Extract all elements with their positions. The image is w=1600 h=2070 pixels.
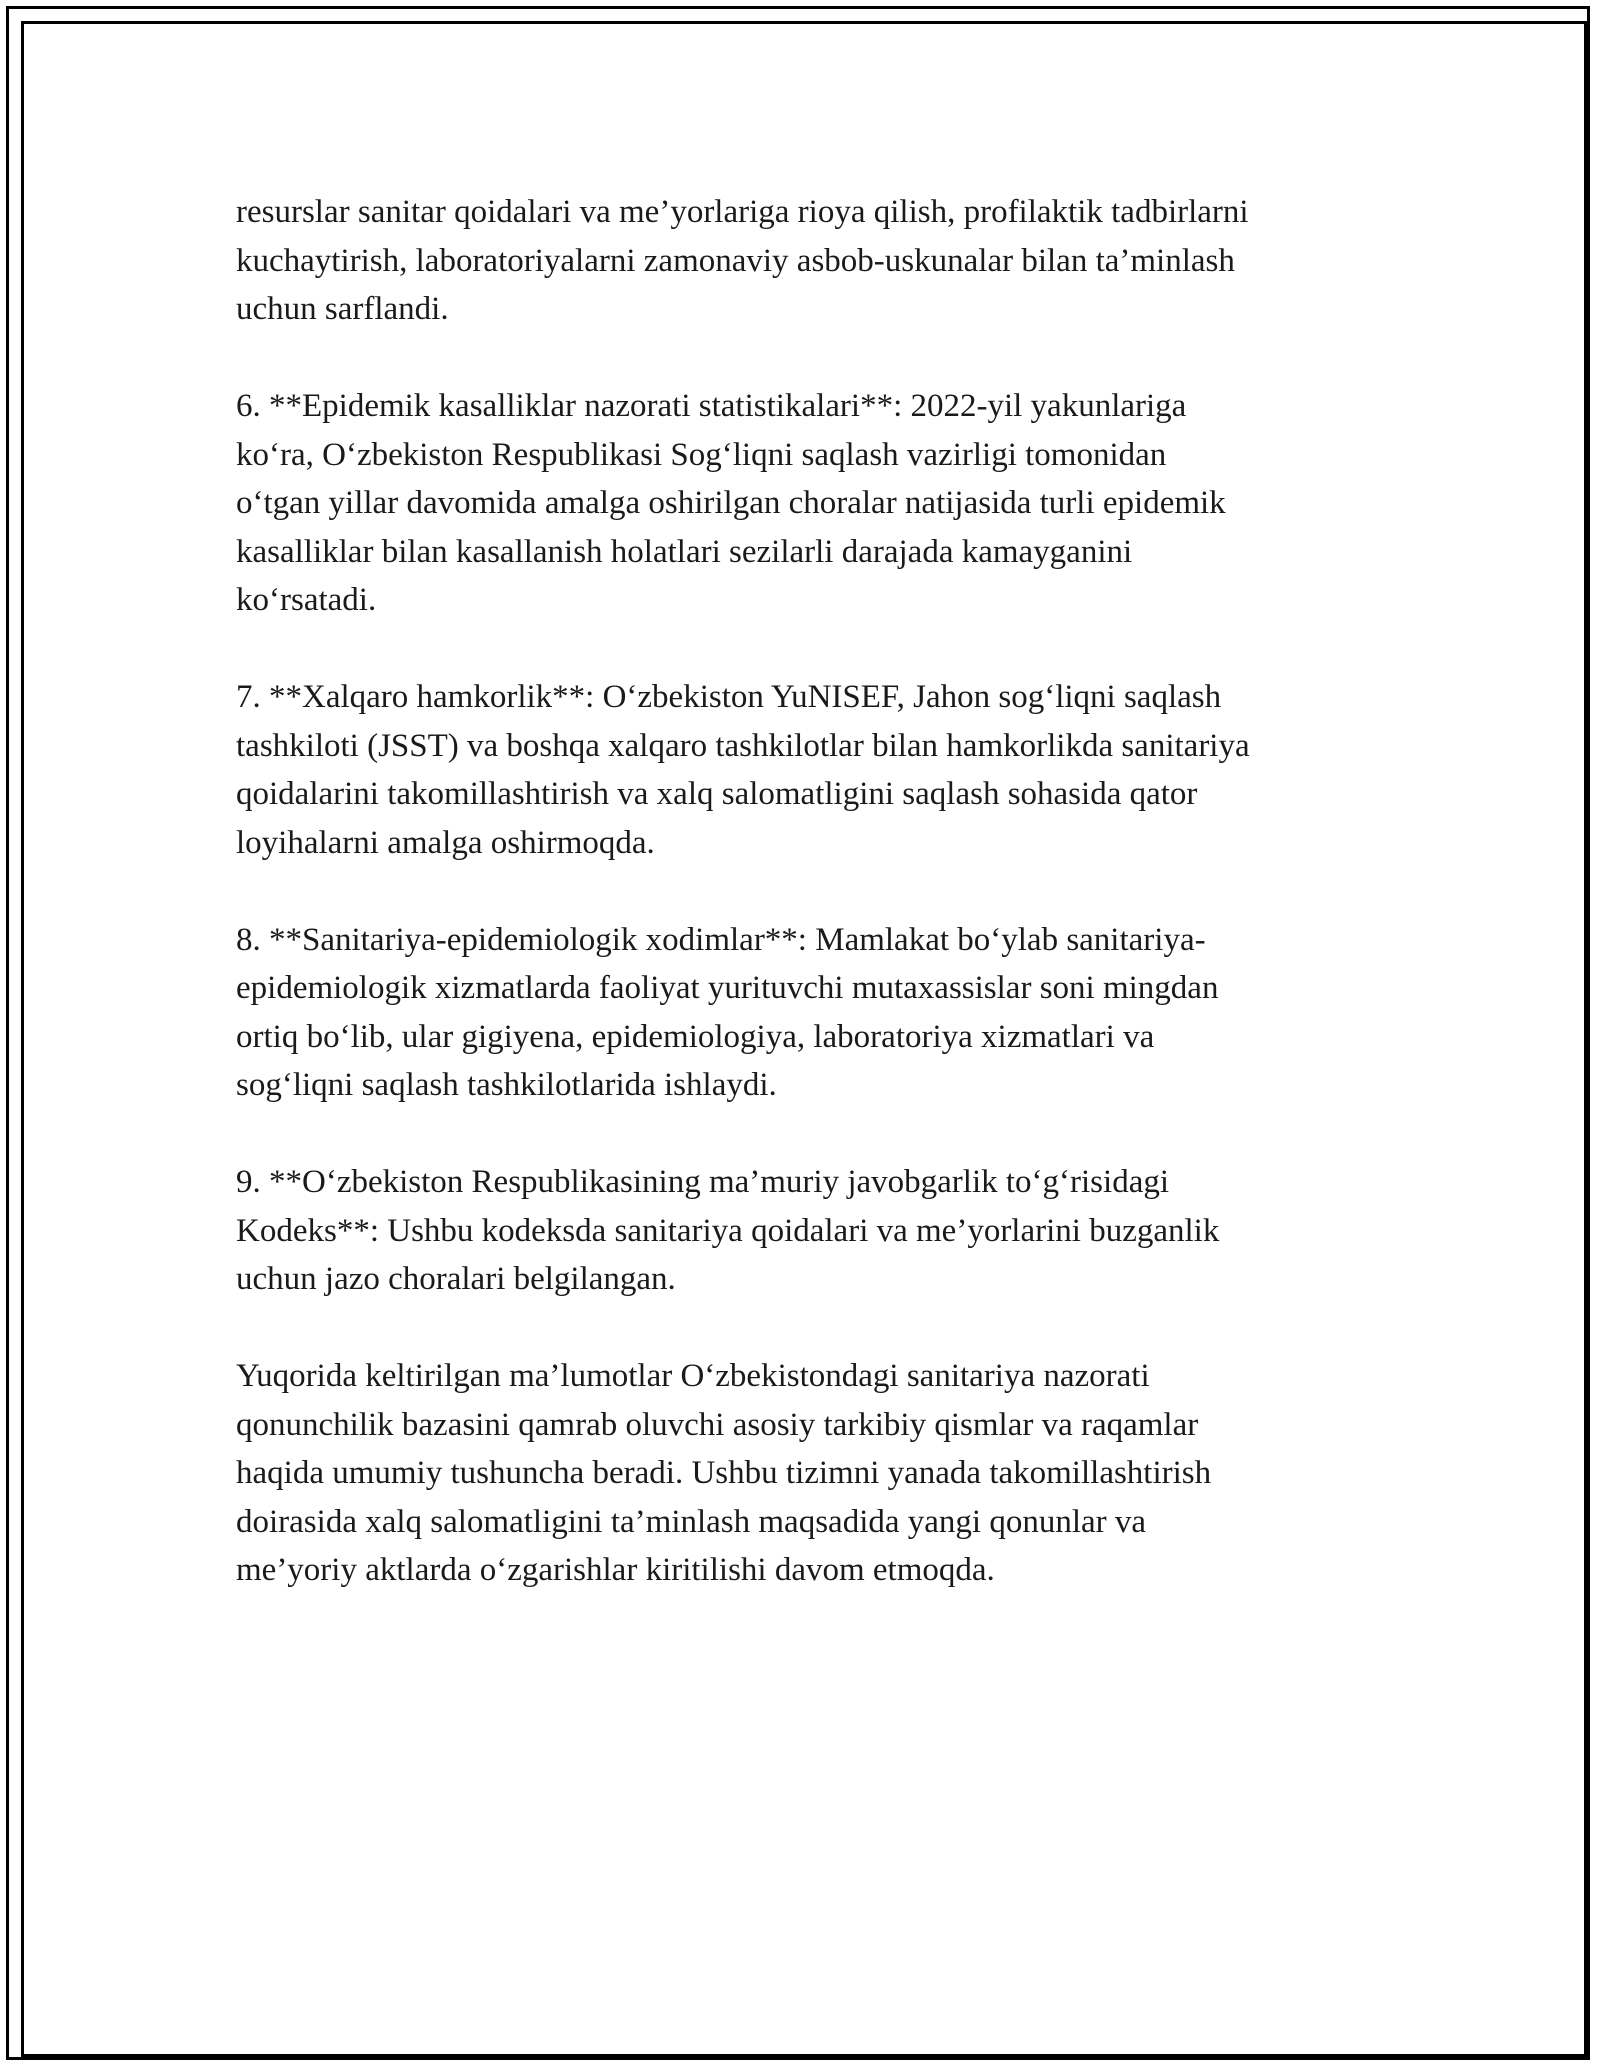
text-line: sog‘liqni saqlash tashkilotlarida ishlaydi. <box>236 1067 777 1103</box>
text-line: uchun sarflandi. <box>236 291 449 327</box>
text-line: Yuqorida keltirilgan ma’lumotlar O‘zbekistondagi sanitariya nazorati <box>236 1358 1150 1394</box>
text-line: 7. **Xalqaro hamkorlik**: O‘zbekiston YuNISEF, Jahon sog‘liqni saqlash <box>236 679 1222 715</box>
text-line: epidemiologik xizmatlarda faoliyat yurituvchi mutaxassislar soni mingdan <box>236 970 1219 1006</box>
paragraph-item-7-international-cooperation <box>236 673 1416 867</box>
text-line: qonunchilik bazasini qamrab oluvchi asosiy tarkibiy qismlar va raqamlar <box>236 1406 1199 1443</box>
paragraph-item-9-administrative-code <box>236 1158 1416 1304</box>
paragraph-resources-continued <box>236 188 1416 334</box>
text-line: Kodeks**: Ushbu kodeksda sanitariya qoidalari va me’yorlarini buzganlik <box>236 1212 1220 1249</box>
text-line: doirasida xalq salomatligini ta’minlash maqsadida yangi qonunlar va <box>236 1503 1147 1540</box>
text-line: o‘tgan yillar davomida amalga oshirilgan choralar natijasida turli epidemik <box>236 485 1226 521</box>
text-line: resurslar sanitar qoidalari va me’yorlariga rioya qilish, profilaktik tadbirlarni <box>236 194 1249 230</box>
text-line: 6. **Epidemik kasalliklar nazorati statistikalari**: 2022-yil yakunlariga <box>236 388 1187 424</box>
paragraph-conclusion <box>236 1352 1416 1595</box>
text-line: 8. **Sanitariya-epidemiologik xodimlar**: Mamlakat bo‘ylab sanitariya- <box>236 921 1206 958</box>
text-line: kasalliklar bilan kasallanish holatlari sezilarli darajada kamayganini <box>236 533 1133 570</box>
paragraph-item-8-sanitary-staff <box>236 916 1416 1110</box>
text-line: ko‘rsatadi. <box>236 582 377 618</box>
text-line: me’yoriy aktlarda o‘zgarishlar kiritilishi davom etmoqda. <box>236 1552 995 1588</box>
text-line: ko‘ra, O‘zbekiston Respublikasi Sog‘liqni saqlash vazirligi tomonidan <box>236 436 1167 473</box>
text-line: ortiq bo‘lib, ular gigiyena, epidemiologiya, laboratoriya xizmatlari va <box>236 1018 1155 1055</box>
text-line: haqida umumiy tushuncha beradi. Ushbu tizimni yanada takomillashtirish <box>236 1455 1212 1491</box>
paragraph-item-6-epidemic-statistics <box>236 382 1416 625</box>
text-line: loyihalarni amalga oshirmoqda. <box>236 824 655 861</box>
text-line: qoidalarini takomillashtirish va xalq salomatligini saqlash sohasida qator <box>236 776 1198 812</box>
text-line: 9. **O‘zbekiston Respublikasining ma’muriy javobgarlik to‘g‘risidagi <box>236 1164 1170 1200</box>
text-line: tashkiloti (JSST) va boshqa xalqaro tashkilotlar bilan hamkorlikda sanitariya <box>236 727 1250 764</box>
document-body <box>236 188 1416 1595</box>
text-line: uchun jazo choralari belgilangan. <box>236 1261 676 1297</box>
text-line: kuchaytirish, laboratoriyalarni zamonaviy asbob-uskunalar bilan ta’minlash <box>236 242 1235 279</box>
